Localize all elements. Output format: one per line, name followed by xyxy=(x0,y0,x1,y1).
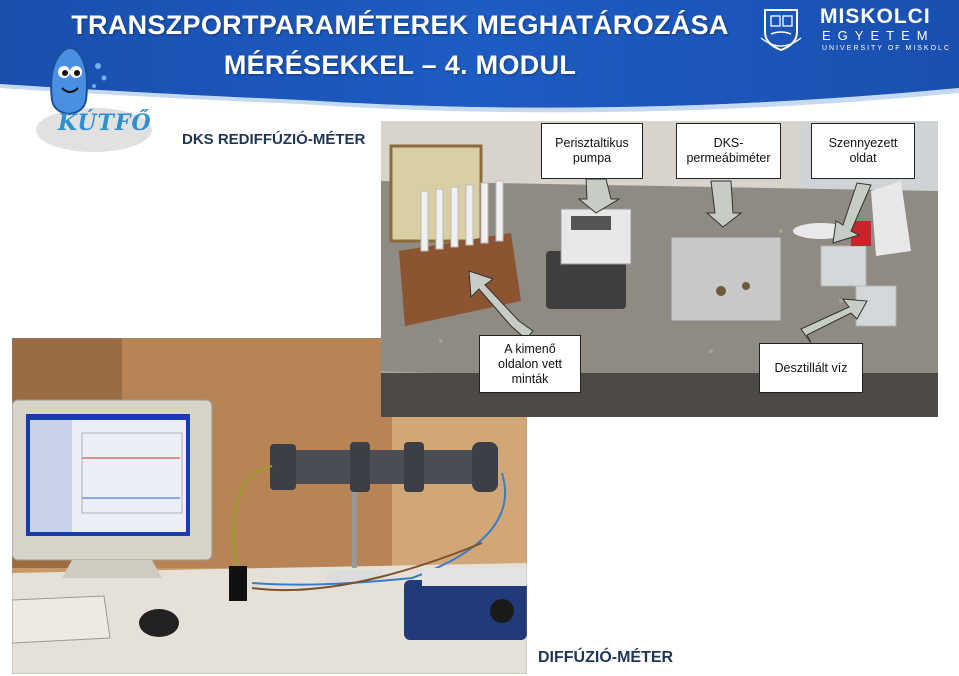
callout-distilled-water: Desztillált víz xyxy=(759,343,863,393)
callout-contaminated-solution: Szennyezett oldat xyxy=(811,123,915,179)
callout-outlet-samples: A kimenő oldalon vett minták xyxy=(479,335,581,393)
dks-rediffusion-meter-label: DKS REDIFFÚZIÓ-MÉTER xyxy=(182,131,366,148)
callout-peristaltic-pump: Perisztaltikus pumpa xyxy=(541,123,643,179)
callout-dks-permeameter: DKS-permeábiméter xyxy=(676,123,781,179)
page-title-line1: TRANSZPORTPARAMÉTEREK MEGHATÁROZÁSA xyxy=(71,10,729,40)
university-english-name: UNIVERSITY OF MISKOLC xyxy=(822,45,951,52)
kutfo-logo-text: KÚTFŐ xyxy=(58,110,152,136)
dks-rediffusion-meter-photo xyxy=(381,121,938,417)
kutfo-mascot-logo xyxy=(14,38,164,158)
header-banner xyxy=(0,0,959,136)
university-subname: EGYETEM xyxy=(822,28,935,43)
university-seal-icon xyxy=(757,4,805,52)
page-title-line2: MÉRÉSEKKEL – 4. MODUL xyxy=(223,50,577,80)
diffusion-meter-label: DIFFÚZIÓ-MÉTER xyxy=(538,649,674,666)
university-name: MISKOLCI xyxy=(820,5,931,28)
